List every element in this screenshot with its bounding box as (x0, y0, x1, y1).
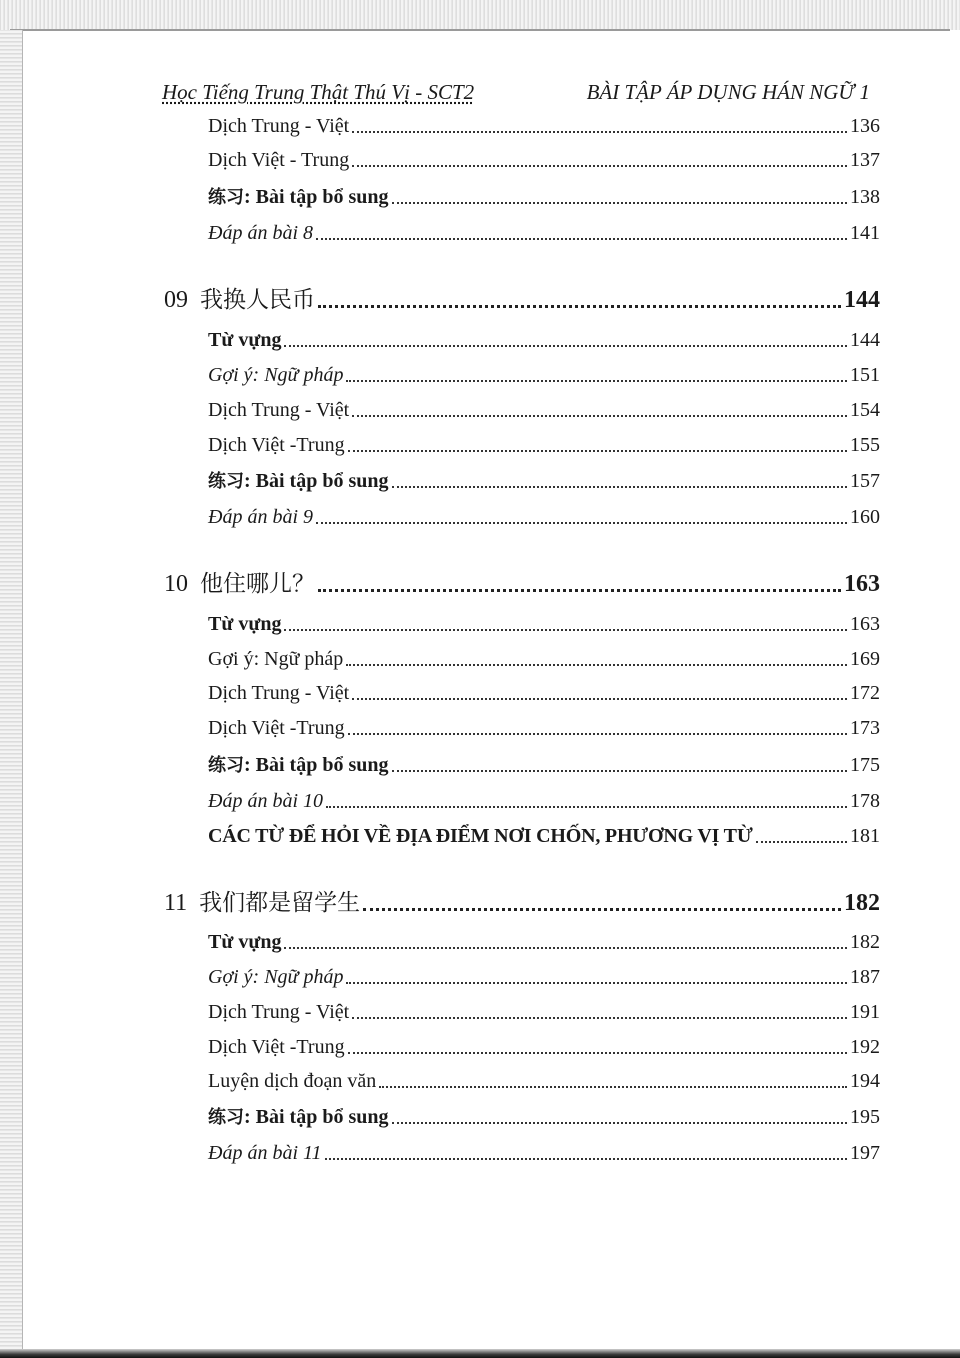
dot-leader (346, 663, 847, 666)
scan-border-left (0, 30, 22, 1358)
chapter-title: 我们都是留学生 (199, 890, 361, 916)
page-number: 154 (850, 399, 880, 421)
page-number: 160 (850, 506, 880, 528)
dot-leader (352, 1016, 847, 1019)
page-number: 138 (850, 186, 880, 208)
page-number: 141 (850, 222, 880, 244)
toc-entry: Dịch Trung - Việt 191 (208, 997, 880, 1027)
dot-leader (352, 130, 847, 133)
dot-leader (284, 946, 847, 949)
page-number: 197 (850, 1142, 880, 1164)
page-number: 169 (850, 648, 880, 670)
toc-entry: 练习: Bài tập bổ sung 157 (208, 466, 880, 496)
toc-entry: Dịch Trung - Việt 172 (208, 678, 880, 708)
page-number: 194 (850, 1070, 880, 1092)
page-number: 137 (850, 149, 880, 171)
toc-entry: Gợi ý: Ngữ pháp 187 (208, 962, 880, 992)
dot-leader (325, 1157, 847, 1160)
dot-leader (352, 164, 847, 167)
chapter-title: 他住哪儿？ (200, 571, 315, 597)
chapter-number: 11 (164, 890, 188, 916)
page-number: 173 (850, 717, 880, 739)
toc-entry: Luyện dịch đoạn văn 194 (208, 1066, 880, 1096)
toc-entry: Từ vựng 144 (208, 325, 880, 355)
page-number: 178 (850, 790, 880, 812)
toc-entry: Đáp án bài 9 160 (208, 502, 880, 532)
chapter-heading (164, 566, 880, 602)
dot-leader (392, 1121, 848, 1124)
page-number: 192 (850, 1036, 880, 1058)
dot-leader (352, 697, 847, 700)
page-number: 175 (850, 754, 880, 776)
toc-entry: Dịch Trung - Việt 154 (208, 395, 880, 425)
page-number: 182 (844, 890, 880, 916)
dot-leader (284, 344, 847, 347)
toc-entry: Dịch Việt -Trung 173 (208, 713, 880, 743)
dot-leader (316, 521, 847, 524)
chapter-number: 10 (164, 571, 188, 597)
toc-entry: Dịch Việt -Trung 155 (208, 430, 880, 460)
page-number: 163 (844, 571, 880, 597)
dot-leader (346, 379, 847, 382)
toc-entry: Đáp án bài 11 197 (208, 1138, 880, 1168)
page-number: 172 (850, 682, 880, 704)
dot-leader (284, 628, 847, 631)
page-number: 191 (850, 1001, 880, 1023)
page-number: 151 (850, 364, 880, 386)
page-number: 144 (850, 329, 880, 351)
header-series-title: BÀI TẬP ÁP DỤNG HÁN NGỮ 1 (586, 80, 870, 104)
dot-leader (318, 305, 841, 308)
dot-leader (756, 840, 847, 843)
dot-leader (392, 201, 848, 204)
header-book-title: Học Tiếng Trung Thật Thú Vị - SCT2 (162, 80, 475, 104)
page-number: 136 (850, 115, 880, 137)
chapter-heading (164, 282, 880, 318)
running-header (162, 80, 870, 108)
dot-leader (379, 1085, 847, 1088)
toc-entry: Gợi ý: Ngữ pháp 151 (208, 360, 880, 390)
toc-entry: Gợi ý: Ngữ pháp 169 (208, 644, 880, 674)
toc-entry: Dịch Việt - Trung 137 (208, 145, 880, 175)
dot-leader (348, 449, 847, 452)
dot-leader (326, 805, 847, 808)
toc-entry: Đáp án bài 10 178 (208, 786, 880, 816)
page-number: 163 (850, 613, 880, 635)
dot-leader (348, 1051, 847, 1054)
page-number: 187 (850, 966, 880, 988)
toc-entry: 练习: Bài tập bổ sung 175 (208, 750, 880, 780)
dot-leader (316, 237, 847, 240)
toc-entry: CÁC TỪ ĐỂ HỎI VỀ ĐỊA ĐIỂM NƠI CHỐN, PHƯƠNG VỊ TỪ 181 (208, 821, 880, 851)
toc-entry: Từ vựng 182 (208, 927, 880, 957)
toc-entry: Dịch Việt -Trung 192 (208, 1032, 880, 1062)
dot-leader (346, 981, 847, 984)
dot-leader (392, 485, 848, 488)
toc-entry: 练习: Bài tập bổ sung 195 (208, 1102, 880, 1132)
toc-entry: 练习: Bài tập bổ sung 138 (208, 182, 880, 212)
dot-leader (318, 589, 841, 592)
page-number: 195 (850, 1106, 880, 1128)
page-number: 182 (850, 931, 880, 953)
scan-edge-top (10, 29, 950, 31)
scan-border-bottom (0, 1349, 960, 1358)
chapter-number: 09 (164, 287, 188, 313)
toc-entry: Từ vựng 163 (208, 609, 880, 639)
chapter-heading (164, 885, 880, 921)
dot-leader (392, 769, 848, 772)
dot-leader (352, 414, 847, 417)
toc-entry: Đáp án bài 8 141 (208, 218, 880, 248)
page-number: 181 (850, 825, 880, 847)
page-number: 144 (844, 287, 880, 313)
dot-leader (363, 908, 841, 911)
page-number: 155 (850, 434, 880, 456)
toc-entry: Dịch Trung - Việt 136 (208, 111, 880, 141)
dot-leader (348, 732, 847, 735)
scan-edge-left (22, 30, 23, 1350)
chapter-title: 我换人民币 (200, 287, 315, 313)
scan-border-top (0, 0, 960, 30)
page-number: 157 (850, 470, 880, 492)
